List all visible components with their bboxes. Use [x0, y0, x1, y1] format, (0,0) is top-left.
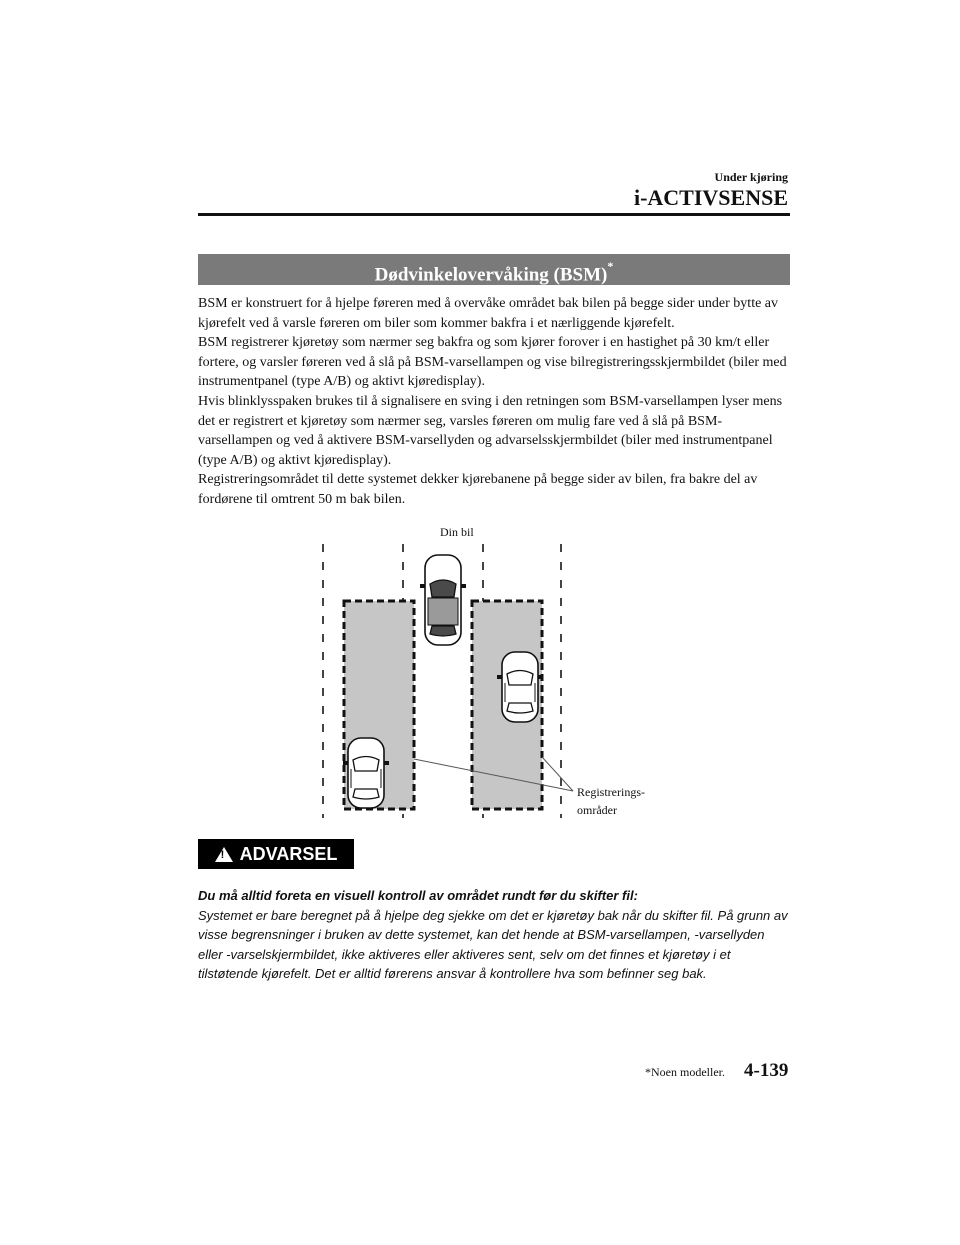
body-text — [198, 294, 790, 510]
warning-badge-label: ADVARSEL — [239, 843, 338, 864]
body-paragraph: Registreringsområdet til dette systemet dekker kjørebanene på begge sider av bilen, fra bakre del av fordørene til omtrent 50 m bak bilen. — [198, 472, 758, 507]
body-paragraph: BSM registrerer kjøretøy som nærmer seg bakfra og som kjører forover i en hastighet på 30 km/t eller fortere, og varsler føreren ved å slå på BSM-varsellampen og vise bilregistreringsskjermbildet (biler med instrumentpanel (type A/B) og aktivt kjøredisplay). — [198, 335, 787, 390]
warning-badge — [198, 839, 354, 869]
header-rule — [198, 213, 790, 216]
chapter-title: Under kjøring — [714, 170, 788, 184]
bsm-detection-diagram — [300, 520, 670, 825]
heading-asterisk: * — [607, 259, 614, 273]
own-car-label: Din bil — [440, 525, 474, 539]
own-car-icon — [420, 555, 466, 645]
warning-icon: ! — [215, 847, 233, 862]
zone-label-line2: områder — [577, 803, 617, 817]
body-paragraph: Hvis blinklysspaken brukes til å signalisere en sving i den retningen som BSM-varsellampen lyser mens det er registrert et kjøretøy som nærmer seg, varsles føreren om mulig fare ved å slå på BSM-varsellampen og ved å aktivere BSM-varsellyden og advarselsskjermbildet (biler med instrumentpanel (type A/B) og aktivt kjøredisplay). — [198, 393, 783, 468]
body-paragraph: BSM er konstruert for å hjelpe føreren med å overvåke området bak bilen på begge sider under bytte av kjørefelt ved å varsle føreren om biler som kommer bakfra i et nærliggende kjørefelt. — [198, 296, 779, 331]
car-icon-right-lane — [497, 652, 543, 722]
page-number: 4-139 — [744, 1060, 789, 1081]
heading-title: Dødvinkelovervåking (BSM) — [374, 264, 608, 286]
warning-title: Du må alltid foreta en visuell kontroll av området rundt før du skifter fil: — [198, 888, 638, 903]
footnote: *Noen modeller. — [645, 1065, 725, 1079]
warning-body: Systemet er bare beregnet på å hjelpe deg sjekke om det er kjøretøy bak når du skifter fil. På grunn av visse begrensninger i bruken av dette systemet, kan det hende at BSM-varsellampen, -varsellyden eller -varselskjermbildet, ikke aktiveres eller aktiveres sent, selv om det finnes et kjøretøy i et tilstøtende kjørefelt. Det er alltid førerens ansvar å kontrollere hva som befinner seg bak. — [198, 907, 788, 982]
zone-label-line1: Registrerings- — [577, 785, 645, 799]
warning-text — [198, 886, 790, 984]
heading-bar — [198, 254, 790, 285]
section-title: i-ACTIVSENSE — [633, 185, 788, 210]
car-icon-left-lane — [343, 738, 389, 808]
